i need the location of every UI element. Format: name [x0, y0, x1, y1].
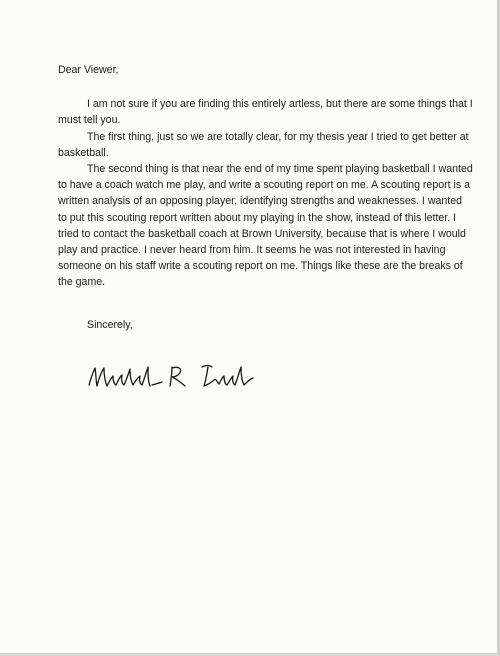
salutation: Dear Viewer, [58, 64, 119, 76]
closing: Sincerely, [87, 318, 133, 331]
handwritten-signature [86, 358, 266, 398]
paragraph-1: I am not sure if you are finding this entirely artless, but there are some things that I must tell you. [58, 98, 473, 127]
paragraph-2: The first thing, just so we are totally clear, for my thesis year I tried to get better at basketball. [58, 130, 469, 159]
letter-body [58, 62, 473, 333]
paragraph-3: The second thing is that near the end of my time spent playing basketball I wanted to have a coach watch me play, and write a scouting report on me. A scouting report is a written analysis of an opposing player, identifying strengths and weaknesses. I wanted to put this scouting report written about my playing in the show, instead of this letter. I tried to contact the basketball coach at Brown University, because that is where I would play and practice. I never heard from him. It seems he was not interested in having someone on his staff write a scouting report on me. Things like these are the breaks of the game. [58, 163, 473, 289]
